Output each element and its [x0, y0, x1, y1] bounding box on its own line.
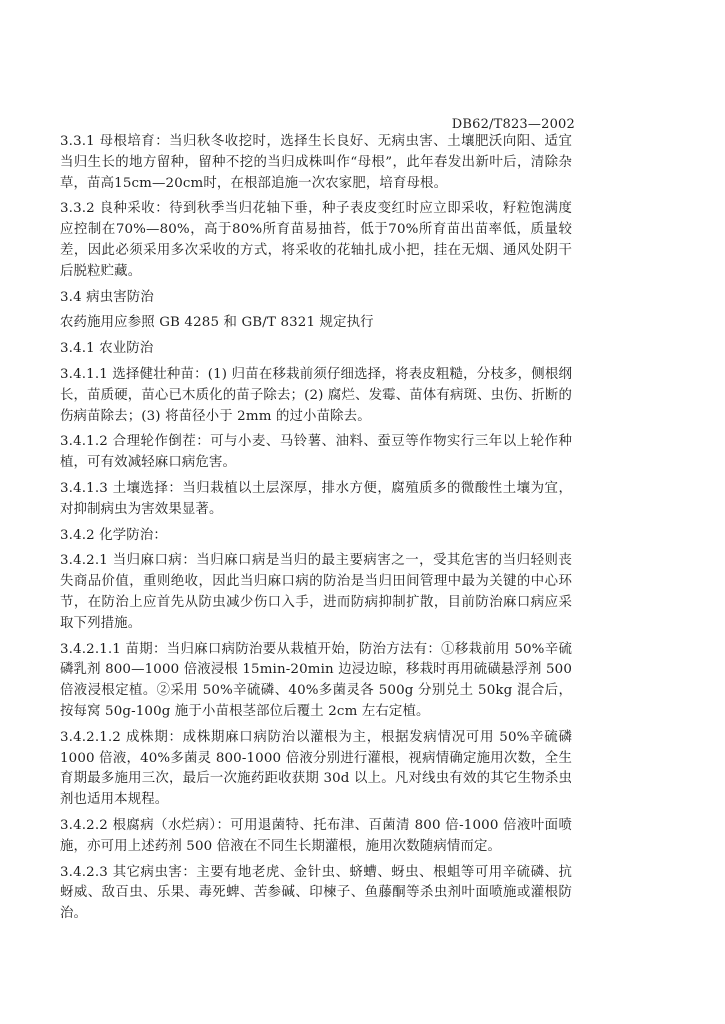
paragraph-3-4-2-1: 3.4.2.1 当归麻口病：当归麻口病是当归的最主要病害之一，受其危害的当归轻则丧失商品价值，重则绝收，因此当归麻口病的防治是当归田间管理中最为关键的中心环节，在防治上应首先从防虫减少伤口入手，进而防病抑制扩散，目前防治麻口病应采取下列措施。 [60, 553, 572, 631]
paragraph-3-4-2-3: 3.4.2.3 其它病虫害：主要有地老虎、金针虫、蛴螬、蚜虫、根蛆等可用辛硫磷、抗蚜威、敌百虫、乐果、毒死蜱、苦参碱、印楝子、鱼藤酮等杀虫剂叶面喷施或灌根防治。 [60, 864, 572, 922]
paragraph-3-4-intro: 农药施用应参照 GB 4285 和 GB/T 8321 规定执行 [60, 315, 374, 331]
paragraph-3-4-2-1-1: 3.4.2.1.1 苗期：当归麻口病防治要从栽植开始，防治方法有：①移栽前用 50%辛硫磷乳剂 800—1000 倍液浸根 15min-20min 边浸边晾，移栽时再用硫磺悬浮剂 500 倍液浸根定植。②采用 50%辛硫磷、40%多菌灵各 500g 分别兑土 50kg 混合后，按每窝 50g-100g 施于小苗根茎部位后覆土 2cm 左右定植。 [60, 641, 572, 719]
paragraph-3-4-1-1: 3.4.1.1 选择健壮种苗：(1) 归苗在移栽前须仔细选择，将表皮粗糙，分枝多，侧根纲长，苗质硬，苗心已木质化的苗子除去；(2) 腐烂、发霉、苗体有病斑、虫伤、折断的伤病苗除去；(3) 将苗径小于 2mm 的过小苗除去。 [60, 366, 572, 424]
document-body [60, 132, 572, 930]
paragraph-3-4-1-3: 3.4.1.3 土壤选择：当归栽植以土层深厚，排水方便，腐殖质多的微酸性土壤为宜，对抑制病虫为害效果显著。 [60, 480, 572, 517]
paragraph-3-3-1: 3.3.1 母根培育：当归秋冬收挖时，选择生长良好、无病虫害、土壤肥沃向阳、适宜当归生长的地方留种，留种不挖的当归成株叫作“母根”，此年春发出新叶后，清除杂草，苗高15cm—20cm时，在根部追施一次农家肥，培育母根。 [60, 134, 572, 191]
paragraph-3-4-1-2: 3.4.1.2 合理轮作倒茬：可与小麦、马铃薯、油料、蚕豆等作物实行三年以上轮作种植，可有效减轻麻口病危害。 [60, 434, 572, 471]
heading-3-4-1: 3.4.1 农业防治 [60, 341, 154, 357]
paragraph-3-3-2: 3.3.2 良种采收：待到秋季当归花轴下垂，种子表皮变红时应立即采收，籽粒饱满度应控制在70%—80%，高于80%所育苗易抽苔，低于70%所育苗出苗率低，质量较差，因此必须采用多次采收的方式，将采收的花轴扎成小把，挂在无烟、通风处阴干后脱粒贮藏。 [60, 201, 572, 279]
heading-3-4: 3.4 病虫害防治 [60, 289, 154, 305]
paragraph-3-4-2-1-2: 3.4.2.1.2 成株期：成株期麻口病防治以灌根为主，根据发病情况可用 50%辛硫磷 1000 倍液，40%多菌灵 800-1000 倍液分别进行灌根，视病情确定施用次数，全生育期最多施用三次，最后一次施药距收获期 30d 以上。凡对线虫有效的其它生物杀虫剂也适用本规程。 [60, 729, 572, 808]
standard-code: DB62/T823—2002 [451, 117, 575, 132]
heading-3-4-2: 3.4.2 化学防治： [60, 527, 167, 543]
paragraph-3-4-2-2: 3.4.2.2 根腐病（水烂病）：可用退菌特、托布津、百菌清 800 倍-1000 倍液叶面喷施，亦可用上述药剂 500 倍液在不同生长期灌根，施用次数随病情而定。 [60, 817, 572, 854]
